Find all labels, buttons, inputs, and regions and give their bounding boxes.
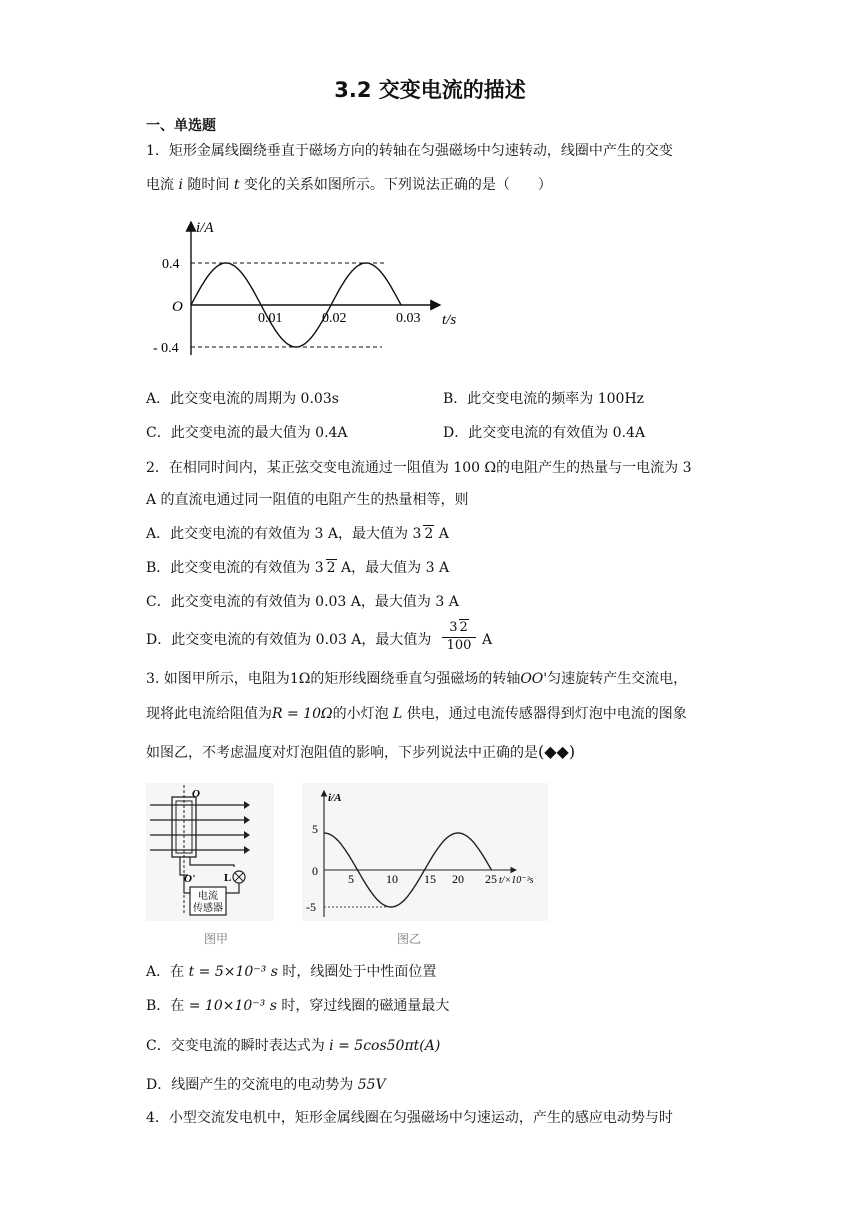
q1-x-label: t/s [442,312,457,328]
q1-xtick-3: 0.03 [396,311,421,326]
svg-text:0: 0 [312,864,318,878]
q2-line1: 2．在相同时间内，某正弦交变电流通过一阻值为 100 Ω的电阻产生的热量与一电流为 3 [146,460,692,476]
svg-text:传感器: 传感器 [193,903,223,914]
q1-origin: O [172,299,183,315]
svg-text:O': O' [184,873,195,885]
q1-y-label: i/A [196,220,214,236]
q1-xtick-1: 0.01 [258,311,283,326]
svg-text:5: 5 [312,822,318,836]
q3-option-c[interactable]: C．交变电流的瞬时表达式为 i = 5cos50πt(A) [146,1038,441,1054]
section-heading: 一、单选题 [146,118,216,134]
q3-figure-left [146,783,274,948]
q2-option-d[interactable]: D．此交变电流的有效值为 0.03 A，最大值为 [146,632,432,648]
q1-sine-chart [150,210,470,370]
caption-yi: 图乙 [396,932,422,946]
q2-option-d-unit: A [482,632,493,648]
caption-jia: 图甲 [203,932,229,946]
q1-ytick-min: - 0.4 [153,341,179,356]
sqrt-radicand: 2 [424,526,434,542]
q1-xtick-2: 0.02 [322,311,347,326]
q1-line1: 1．矩形金属线圈绕垂直于磁场方向的转轴在匀强磁场中匀速转动，线圈中产生的交变 [146,143,673,159]
svg-text:20: 20 [452,872,464,886]
q3-line1: 3. 如图甲所示，电阻为1Ω的矩形线圈绕垂直匀强磁场的转轴OO'匀速旋转产生交流电， [146,671,688,687]
q2-fraction: 3 2 100 [442,620,476,654]
q3-line2: 现将此电流给阻值为R = 10Ω的小灯泡 L 供电，通过电流传感器得到灯泡中电流的图象 [146,706,687,722]
page-title: 3.2 交变电流的描述 [334,78,526,102]
svg-text:t/×10⁻³s: t/×10⁻³s [499,875,534,886]
q2-option-a[interactable]: A．此交变电流的有效值为 3 A，最大值为 3 2 A [146,526,449,542]
q3-option-a[interactable]: A．在 t = 5×10⁻³ s 时，线圈处于中性面位置 [146,964,437,980]
q2-option-b[interactable]: B．此交变电流的有效值为 3 2 A，最大值为 3 A [146,560,450,576]
svg-text:25: 25 [485,872,497,886]
svg-text:电流: 电流 [198,891,218,902]
q1-option-b[interactable]: B．此交变电流的频率为 100Hz [443,391,645,407]
svg-text:i/A: i/A [328,792,342,804]
sqrt-radicand: 2 [326,560,336,576]
svg-text:-5: -5 [306,900,316,914]
q3-option-d[interactable]: D．线圈产生的交流电的电动势为 55V [146,1077,386,1093]
q1-option-c[interactable]: C．此交变电流的最大值为 0.4A [146,425,348,441]
svg-text:10: 10 [386,872,398,886]
svg-text:15: 15 [424,872,436,886]
q4-line1: 4．小型交流发电机中，矩形金属线圈在匀强磁场中匀速运动，产生的感应电动势与时 [146,1110,673,1126]
q3-figure-right [302,783,548,948]
q1-line2: 电流 i 随时间 t 变化的关系如图所示。下列说法正确的是（ ） [146,177,552,193]
q2-line2: A 的直流电通过同一阻值的电阻产生的热量相等，则 [146,492,469,508]
q2-option-c[interactable]: C．此交变电流的有效值为 0.03 A，最大值为 3 A [146,594,459,610]
svg-text:5: 5 [348,872,354,886]
q1-option-a[interactable]: A．此交变电流的周期为 0.03s [146,391,339,407]
svg-text:L: L [224,872,232,884]
q1-ytick-max: 0.4 [162,257,180,272]
q3-line3: 如图乙，不考虑温度对灯泡阻值的影响，下步列说法中正确的是(◆◆) [146,742,576,761]
q1-option-d[interactable]: D．此交变电流的有效值为 0.4A [443,425,646,441]
svg-text:O: O [192,788,200,800]
q3-option-b[interactable]: B．在 = 10×10⁻³ s 时，穿过线圈的磁通量最大 [146,998,450,1014]
